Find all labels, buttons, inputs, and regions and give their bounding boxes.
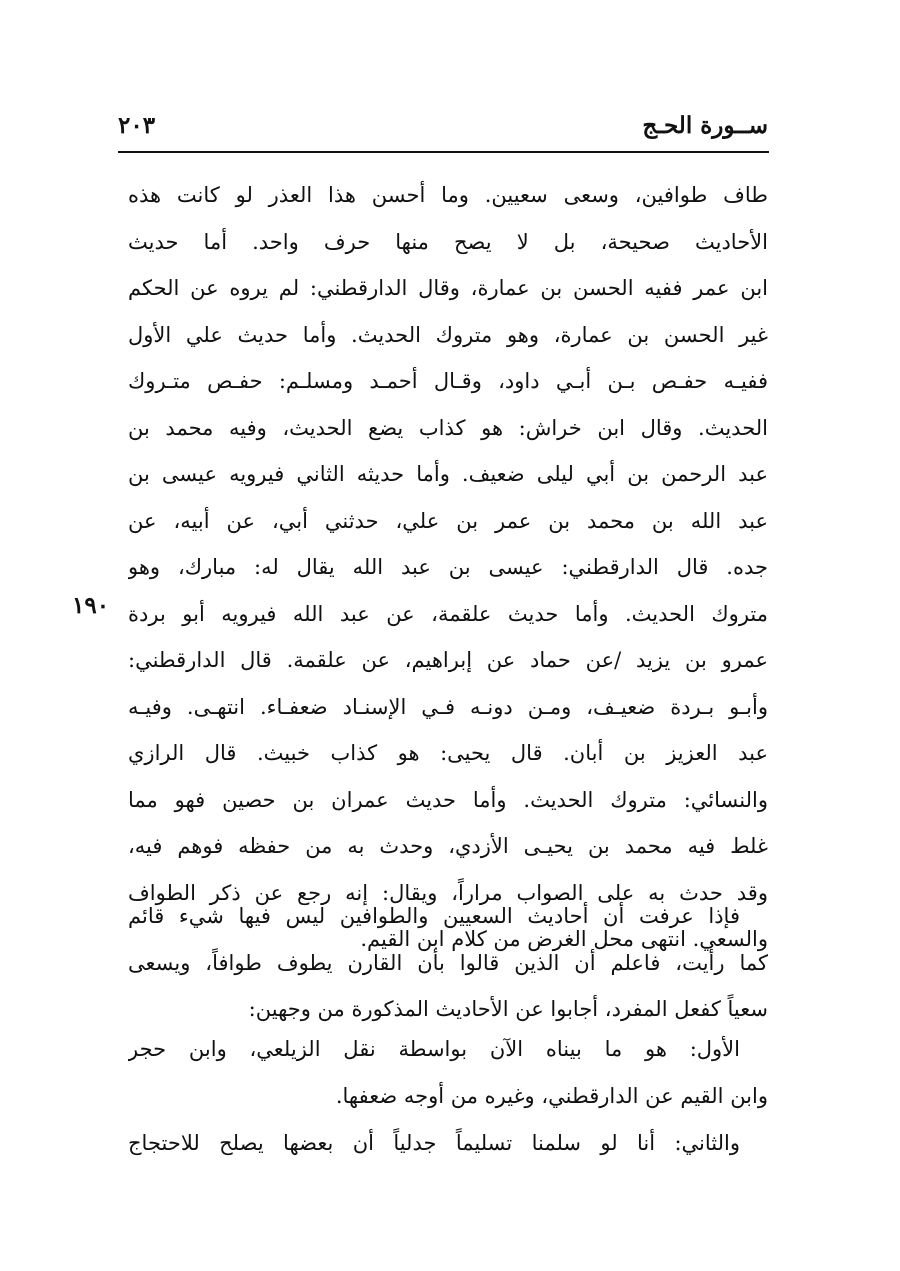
text-line: وقد حدث به على الصواب مراراً، ويقال: إنه رجع عن ذكر الطواف bbox=[128, 880, 768, 905]
text-line: وابن القيم عن الدارقطني، وغيره من أوجه ضعفها. bbox=[335, 1083, 768, 1108]
text-line: غلط فيه محمد بن يحيـى الأزدي، وحدث به من حفظه فوهم فيه، bbox=[128, 834, 768, 858]
text-line: غير الحسن بن عمارة، وهو متروك الحديث. وأما حديث علي الأول bbox=[128, 322, 768, 347]
text-line: الأول: هو ما بيناه الآن بواسطة نقل الزيلعي، وابن حجر bbox=[128, 1037, 740, 1061]
text-line: ابن عمر ففيه الحسن بن عمارة، وقال الدارقطني: لم يروه عن الحكم bbox=[128, 276, 768, 300]
text-line: الأحاديث صحيحة، بل لا يصح منها حرف واحد. أما حديث bbox=[128, 229, 768, 254]
paragraph-4 bbox=[128, 1120, 768, 1167]
text-line: وأبـو بـردة ضعيـف، ومـن دونـه فـي الإسنـاد ضعفـاء. انتهـى. وفيـه bbox=[128, 694, 768, 719]
text-line: كما رأيت، فاعلم أن الذين قالوا بأن القارن يطوف طوافاً، ويسعى bbox=[128, 950, 768, 975]
text-line: ففيـه حفـص بـن أبـي داود، وقـال أحمـد ومسلـم: حفـص متـروك bbox=[128, 369, 768, 393]
text-line: الحديث. وقال ابن خراش: هو كذاب يضع الحديث، وفيه محمد بن bbox=[128, 415, 768, 440]
paragraph-1 bbox=[128, 172, 768, 963]
text-line: جده. قال الدارقطني: عيسى بن عبد الله يقال له: مبارك، وهو bbox=[128, 555, 768, 579]
text-line: سعياً كفعل المفرد، أجابوا عن الأحاديث المذكورة من وجهين: bbox=[248, 997, 768, 1021]
running-header bbox=[118, 112, 768, 152]
text-line: والثاني: أنا لو سلمنا تسليماً جدلياً أن بعضها يصلح للاحتجاج bbox=[128, 1131, 740, 1155]
page-number: ٢٠٣ bbox=[118, 112, 156, 139]
text-line: والنسائي: متروك الحديث. وأما حديث عمران بن حصين فهو مما bbox=[128, 787, 768, 812]
text-line: عبد الله بن محمد بن عمر بن علي، حدثني أبي، عن أبيه، عن bbox=[128, 508, 768, 533]
header-rule bbox=[118, 151, 769, 153]
text-line: عبد العزيز بن أبان. قال يحيى: هو كذاب خبيث. قال الرازي bbox=[128, 741, 768, 765]
text-line: عمرو بن يزيد /عن حماد عن إبراهيم، عن علقمة. قال الدارقطني: bbox=[128, 648, 768, 672]
paragraph-3 bbox=[128, 1026, 768, 1119]
paragraph-2 bbox=[128, 893, 768, 1033]
text-line: فإذا عرفت أن أحاديث السعيين والطوافين ليس فيها شيء قائم bbox=[128, 904, 740, 928]
text-line: طاف طوافين، وسعى سعيين. وما أحسن هذا العذر لو كانت هذه bbox=[128, 183, 768, 207]
text-line: والسعي. انتهى محل الغرض من كلام ابن القيم. bbox=[360, 927, 768, 951]
text-line: عبد الرحمن بن أبي ليلى ضعيف. وأما حديثه الثاني فيرويه عيسى بن bbox=[128, 462, 768, 486]
surah-title: ســورة الحـج bbox=[642, 112, 768, 139]
margin-page-reference: ١٩٠ bbox=[72, 592, 110, 619]
text-line: متروك الحديث. وأما حديث علقمة، عن عبد الله فيرويه أبو بردة bbox=[128, 601, 768, 626]
